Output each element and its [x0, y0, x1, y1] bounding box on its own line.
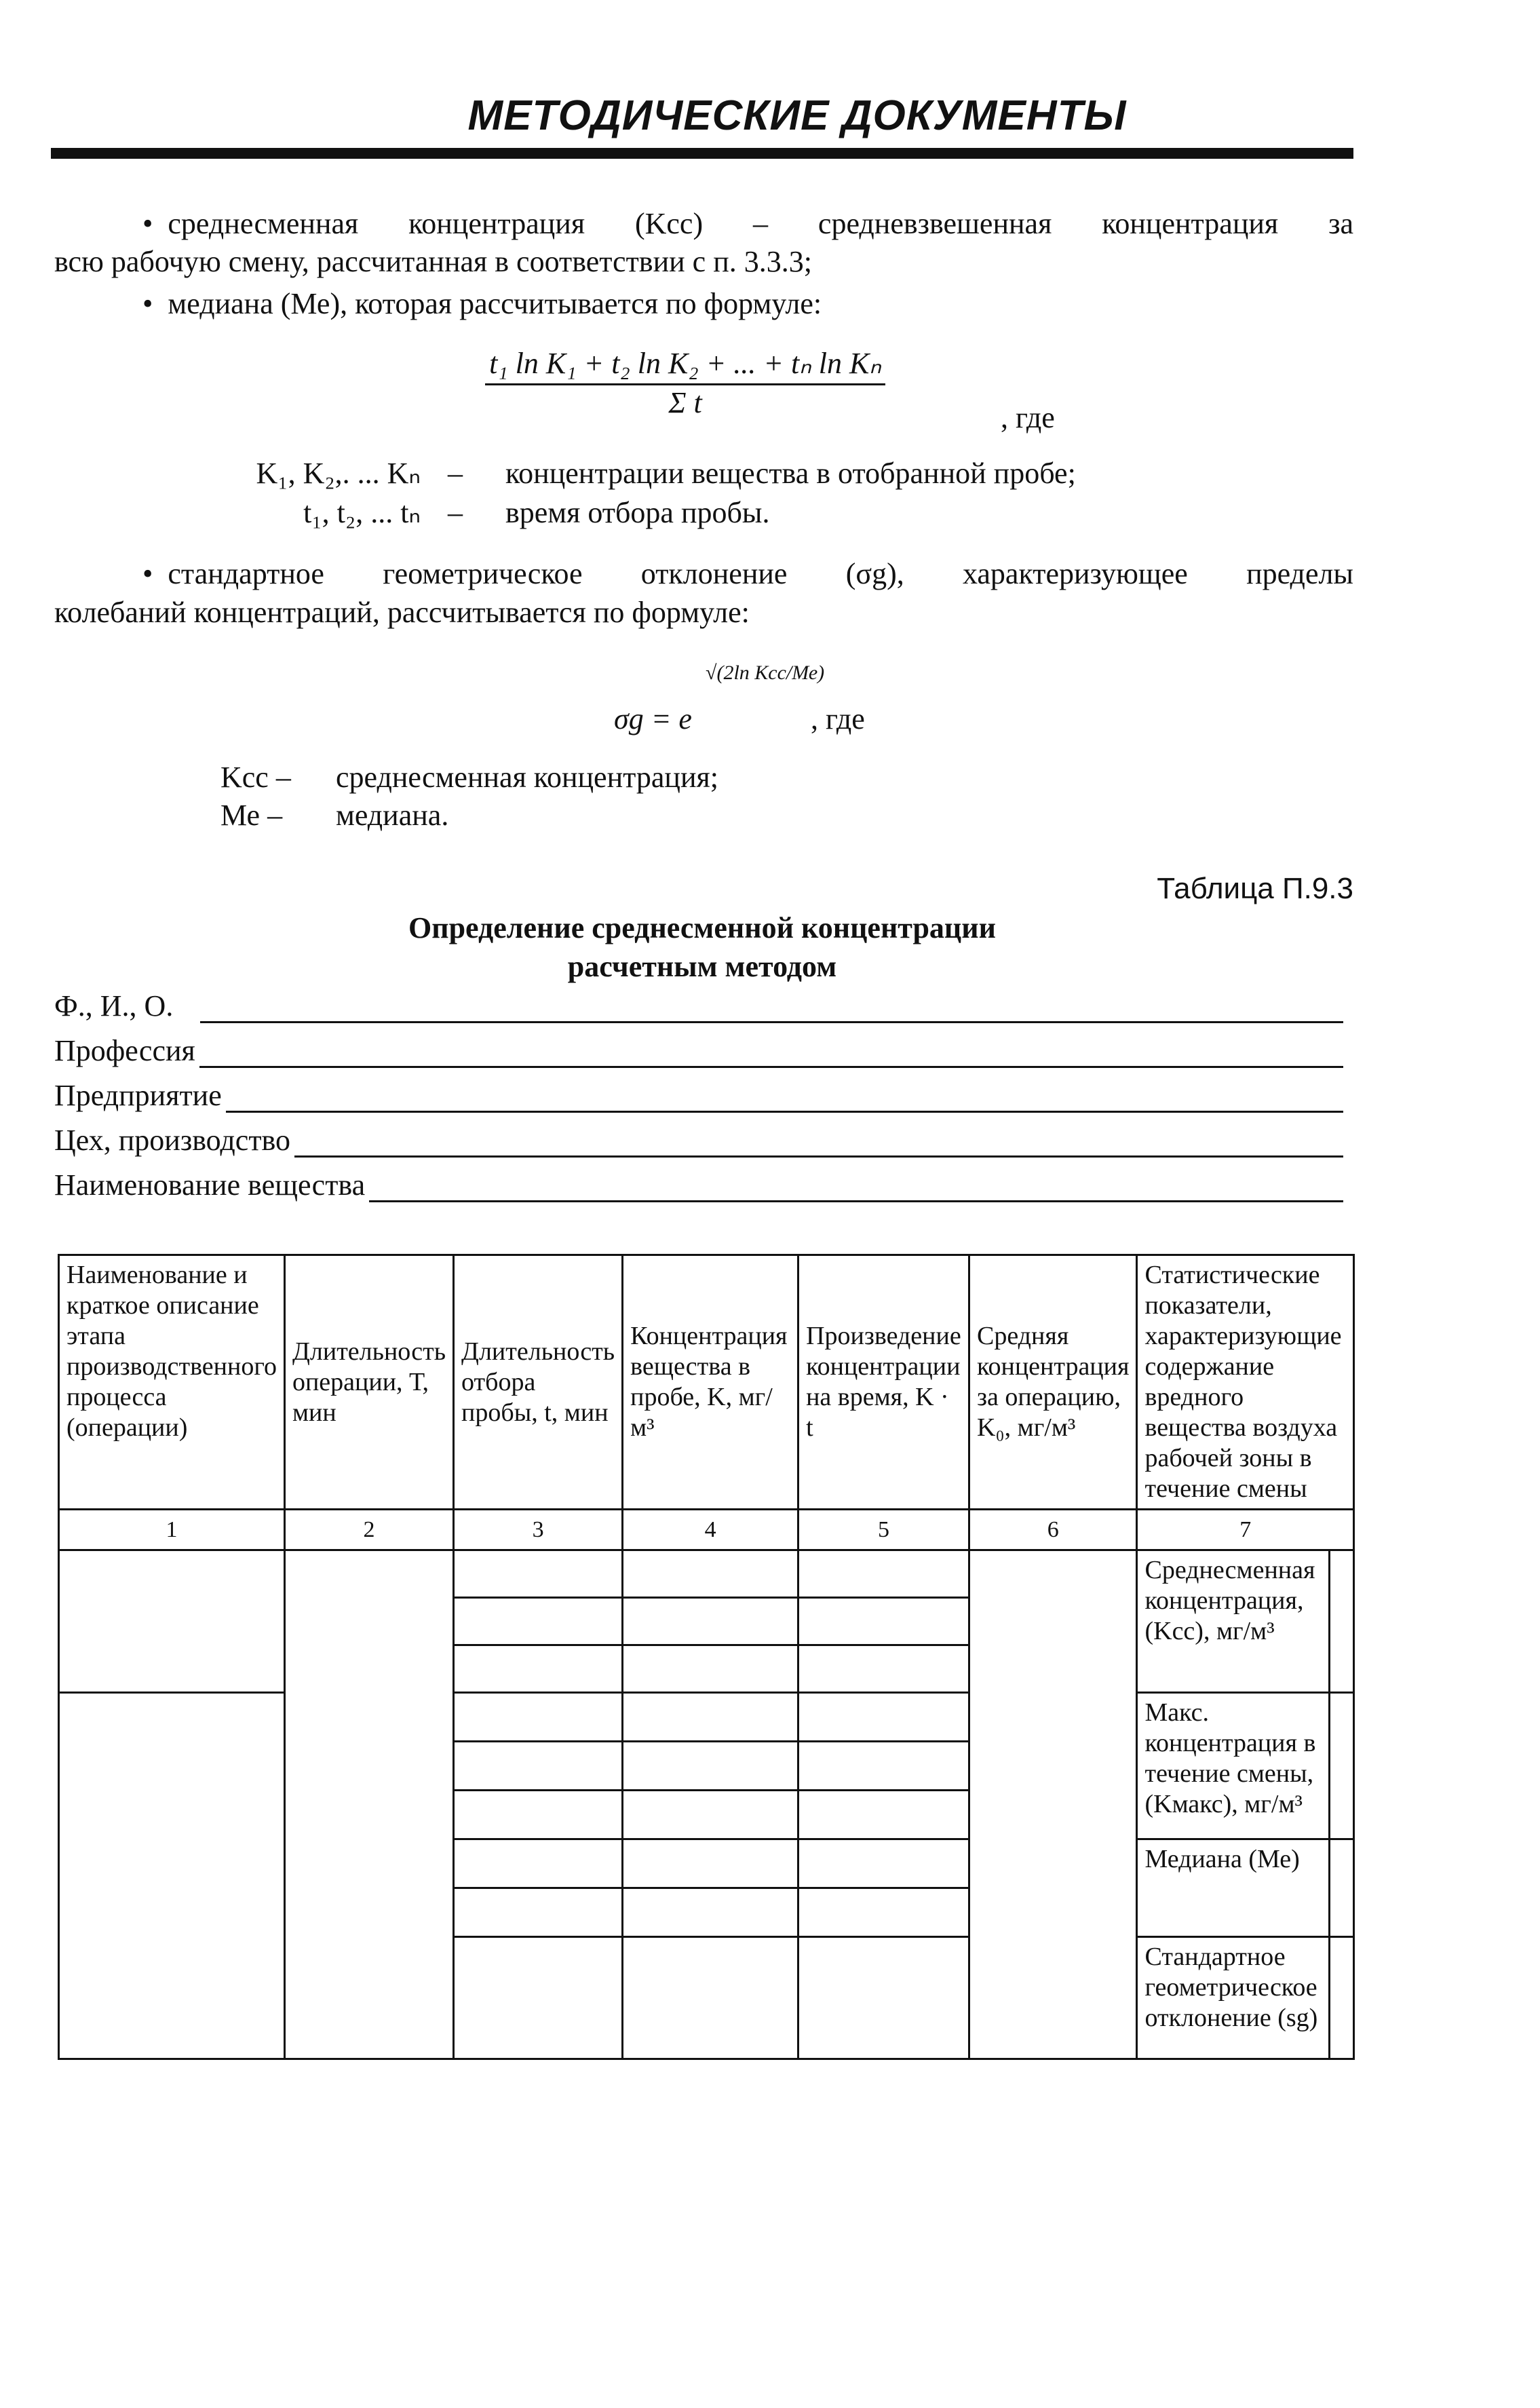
col-number-4: 4: [623, 1510, 798, 1550]
concentration-cell[interactable]: [623, 1791, 798, 1839]
sigma-formula-exponent: √(2ln Kсс/Ме): [706, 662, 825, 684]
def-k-term: K₁, K₂,. ... Kₙ: [256, 457, 421, 490]
product-cell[interactable]: [798, 1791, 969, 1839]
stat-sigma-value[interactable]: [1330, 1937, 1354, 2059]
product-cell[interactable]: [798, 1937, 969, 2059]
col-number-5: 5: [798, 1510, 969, 1550]
form-line-enterprise[interactable]: [226, 1081, 1343, 1113]
stage-cell[interactable]: [59, 1550, 285, 1693]
product-cell[interactable]: [798, 1742, 969, 1791]
product-cell[interactable]: [798, 1550, 969, 1598]
stat-median-label: Медиана (Ме): [1137, 1839, 1330, 1937]
kcc-bullet-line2: всю рабочую смену, рассчитанная в соответствии с п. 3.3.3;: [54, 245, 812, 278]
def-t-term: t₁, t₂, ... tₙ: [303, 496, 421, 529]
sample-time-cell[interactable]: [454, 1645, 623, 1693]
sample-time-cell[interactable]: [454, 1888, 623, 1937]
median-formula-numerator: t₁ ln K₁ + t₂ ln K₂ + ... + tₙ ln Kₙ: [485, 346, 885, 385]
product-cell[interactable]: [798, 1645, 969, 1693]
header-rule: [51, 148, 1353, 159]
header-col-2: Длительность операции, Т, мин: [284, 1255, 453, 1510]
header-col-5: Произведение концентрации на время, K · t: [798, 1255, 969, 1510]
def-kcc-desc: среднесменная концентрация;: [336, 761, 718, 794]
page-header-title: МЕТОДИЧЕСКИЕ ДОКУМЕНТЫ: [467, 92, 1127, 139]
col-number-7: 7: [1137, 1510, 1354, 1550]
form-line-fio[interactable]: [200, 991, 1343, 1023]
stat-kmax-label: Макс. концентрация в течение смены, (Kмакс), мг/м³: [1137, 1693, 1330, 1839]
col-number-3: 3: [454, 1510, 623, 1550]
form-line-profession[interactable]: [199, 1036, 1343, 1068]
def-me-term: Ме –: [220, 799, 283, 832]
sigma-bullet-line1: • стандартное геометрическое отклонение (σg), характеризующее пределы: [142, 555, 1353, 593]
form-field-profession: [54, 1027, 1343, 1068]
def-t-dash: –: [448, 496, 463, 529]
header-col-6: Средняя концентрация за операцию, K₀, мг/м³: [969, 1255, 1137, 1510]
concentration-cell[interactable]: [623, 1598, 798, 1645]
product-cell[interactable]: [798, 1888, 969, 1937]
form-label-substance: Наименование вещества: [54, 1168, 366, 1202]
form-field-workshop: [54, 1117, 1343, 1158]
sigma-bullet-line2: колебаний концентраций, рассчитывается по формуле:: [54, 596, 750, 629]
form-line-workshop[interactable]: [294, 1126, 1343, 1158]
header-col-1: Наименование и краткое описание этапа производственного процесса (операции): [59, 1255, 285, 1510]
stat-kcc-value[interactable]: [1330, 1550, 1354, 1693]
form-field-enterprise: [54, 1072, 1343, 1113]
sample-time-cell[interactable]: [454, 1742, 623, 1791]
form-label-enterprise: Предприятие: [54, 1079, 222, 1112]
header-col-3: Длительность отбора пробы, t, мин: [454, 1255, 623, 1510]
concentration-cell[interactable]: [623, 1550, 798, 1598]
sample-time-cell[interactable]: [454, 1937, 623, 2059]
product-cell[interactable]: [798, 1598, 969, 1645]
form-field-fio: [54, 982, 1343, 1023]
concentration-cell[interactable]: [623, 1839, 798, 1888]
duration-cell[interactable]: [284, 1550, 453, 2059]
table-title-line1: Определение среднесменной концентрации: [408, 911, 996, 944]
def-k-desc: концентрации вещества в отобранной пробе;: [505, 457, 1076, 490]
median-bullet: • медиана (Ме), которая рассчитывается по формуле:: [142, 285, 1353, 323]
table-label: Таблица П.9.3: [1157, 872, 1353, 905]
sample-time-cell[interactable]: [454, 1839, 623, 1888]
table-header-row: [59, 1255, 1354, 1510]
table-number-row: [59, 1510, 1354, 1550]
median-formula: [380, 346, 990, 420]
concentration-cell[interactable]: [623, 1888, 798, 1937]
col-number-1: 1: [59, 1510, 285, 1550]
sample-time-cell[interactable]: [454, 1693, 623, 1742]
form-label-profession: Профессия: [54, 1034, 195, 1067]
table-title-line2: расчетным методом: [567, 950, 837, 983]
def-kcc-term: Kсс –: [220, 761, 291, 794]
sample-time-cell[interactable]: [454, 1598, 623, 1645]
sigma-formula-lhs: σg = e: [614, 702, 692, 735]
stat-median-value[interactable]: [1330, 1839, 1354, 1937]
stat-kmax-value[interactable]: [1330, 1693, 1354, 1839]
sigma-formula-suffix: , где: [811, 702, 865, 735]
stat-kcc-label: Среднесменная концентрация,(Kсс), мг/м³: [1137, 1550, 1330, 1693]
concentration-cell[interactable]: [623, 1742, 798, 1791]
mean-concentration-cell[interactable]: [969, 1550, 1137, 2059]
header-col-4: Концентрация вещества в пробе, K, мг/м³: [623, 1255, 798, 1510]
sample-time-cell[interactable]: [454, 1550, 623, 1598]
table-row: [59, 1693, 1354, 1742]
form-label-fio: Ф., И., О.: [54, 989, 174, 1023]
concentration-cell[interactable]: [623, 1645, 798, 1693]
form-line-substance[interactable]: [369, 1170, 1343, 1202]
form-field-substance: [54, 1162, 1343, 1202]
concentration-cell[interactable]: [623, 1693, 798, 1742]
def-me-desc: медиана.: [336, 799, 449, 832]
col-number-2: 2: [284, 1510, 453, 1550]
col-number-6: 6: [969, 1510, 1137, 1550]
table-row: [59, 1550, 1354, 1598]
stat-sigma-label: Стандартное геометрическое отклонение (sg): [1137, 1937, 1330, 2059]
concentration-cell[interactable]: [623, 1937, 798, 2059]
def-t-desc: время отбора пробы.: [505, 496, 770, 529]
kcc-bullet-line1: • среднесменная концентрация (Kсс) – средневзвешенная концентрация за: [142, 205, 1353, 243]
product-cell[interactable]: [798, 1839, 969, 1888]
sample-time-cell[interactable]: [454, 1791, 623, 1839]
product-cell[interactable]: [798, 1693, 969, 1742]
form-label-workshop: Цех, производство: [54, 1124, 291, 1157]
concentration-table: [58, 1254, 1355, 2060]
stage-cell[interactable]: [59, 1693, 285, 2059]
median-formula-denominator: Σ t: [668, 386, 702, 419]
header-col-7: Статистические показатели, характеризующие содержание вредного вещества воздуха рабочей зоны в течение смены: [1137, 1255, 1354, 1510]
median-formula-suffix: , где: [1001, 401, 1055, 434]
def-k-dash: –: [448, 457, 463, 490]
